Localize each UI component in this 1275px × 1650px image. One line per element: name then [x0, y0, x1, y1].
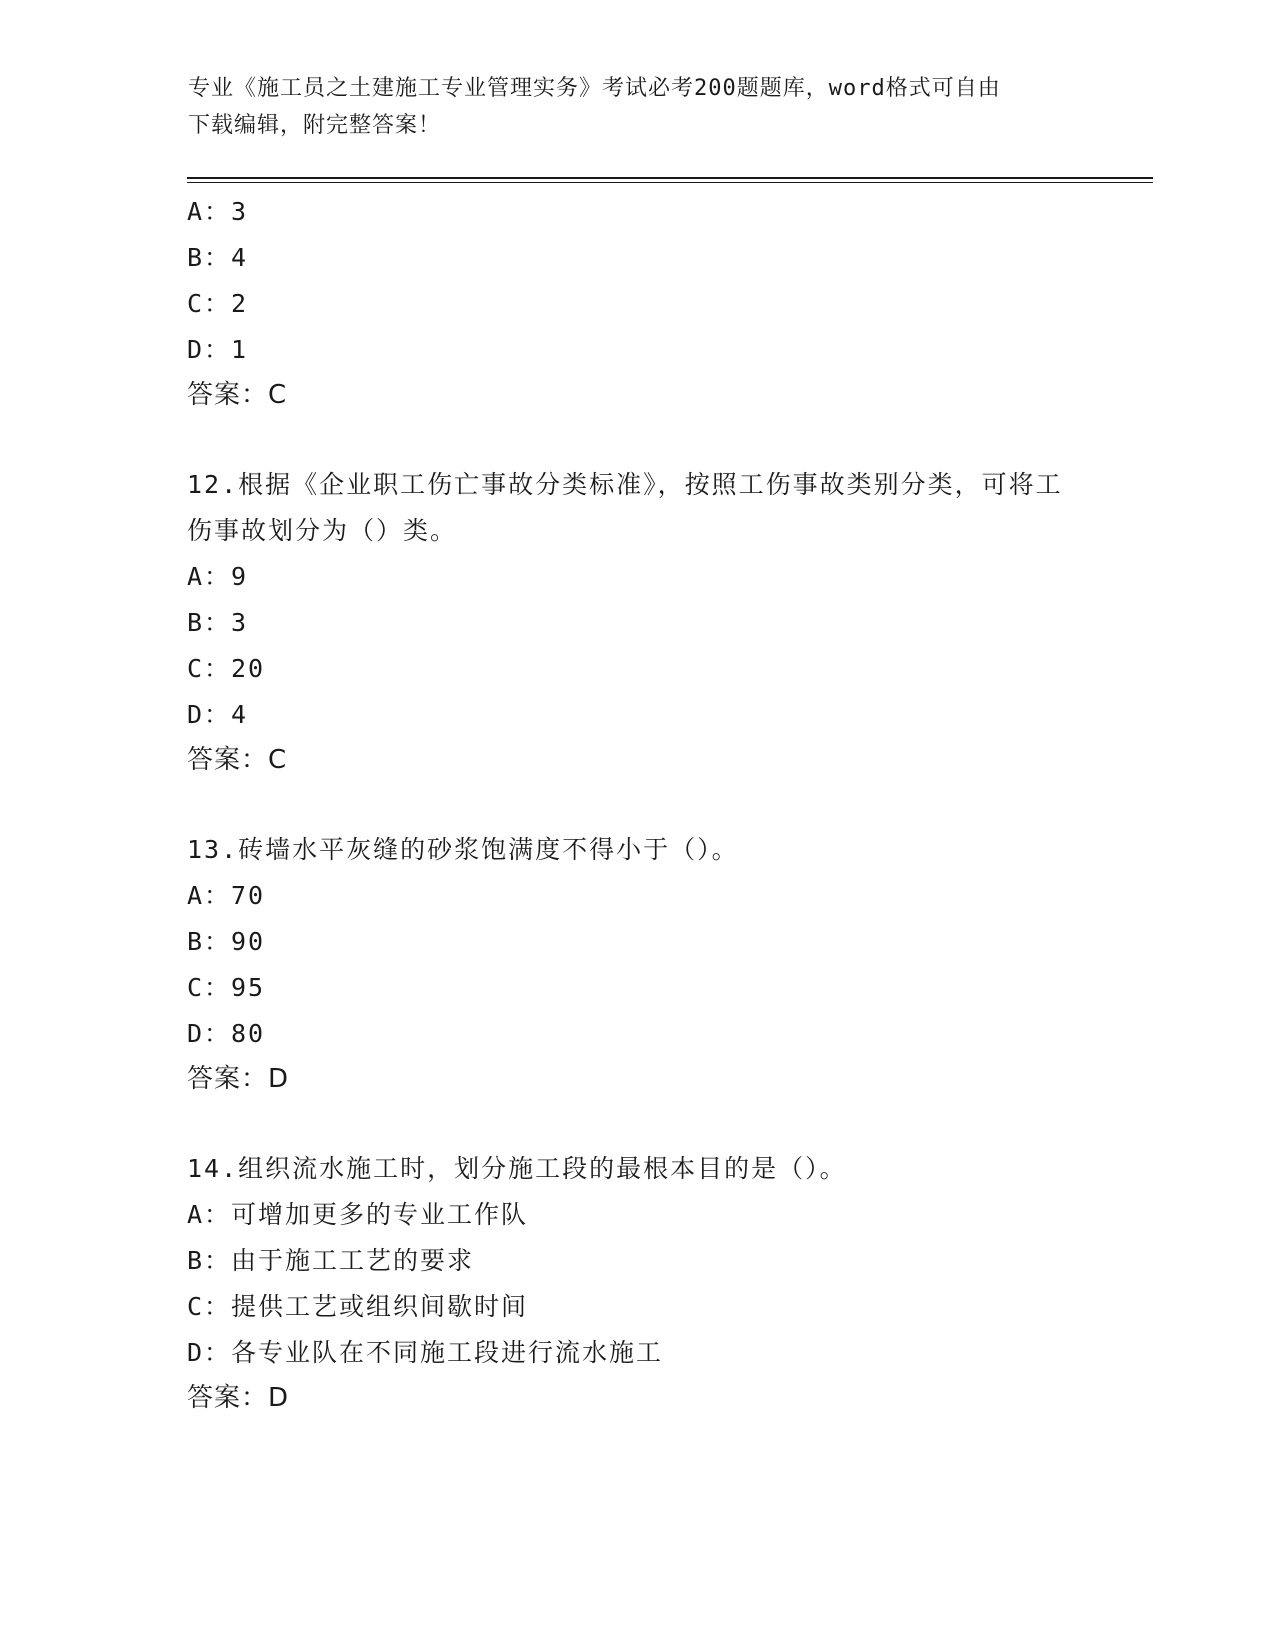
- option-label: A：: [187, 562, 232, 591]
- option-label: B：: [187, 608, 232, 637]
- option-label: C：: [187, 973, 232, 1002]
- option-text: 3: [231, 197, 249, 226]
- answer-line: 答案：D: [187, 1383, 290, 1413]
- option-text: 由于施工工艺的要求: [231, 1246, 475, 1275]
- option-c: [187, 965, 1087, 1011]
- option-text: 90: [231, 927, 266, 956]
- option-d: [187, 1330, 1087, 1376]
- question-list: [187, 189, 1087, 1420]
- option-label: C：: [187, 1292, 232, 1321]
- option-text: 20: [231, 654, 266, 683]
- option-c: [187, 281, 1087, 327]
- header-rule-thin: [187, 182, 1153, 183]
- header-line-1: 专业《施工员之土建施工专业管理实务》考试必考200题题库，word格式可自由: [188, 76, 1001, 101]
- option-d: [187, 327, 1087, 373]
- question-12: [187, 462, 1087, 782]
- question-11-continued: [187, 189, 1087, 417]
- answer-line: 答案：D: [187, 1064, 290, 1094]
- option-label: A：: [187, 197, 232, 226]
- option-b: [187, 235, 1087, 281]
- option-a: [187, 554, 1087, 600]
- option-d: [187, 1011, 1087, 1057]
- option-d: [187, 692, 1087, 738]
- option-a: [187, 873, 1087, 919]
- option-text: 80: [231, 1019, 266, 1048]
- option-label: D：: [187, 700, 232, 729]
- answer-line: 答案：C: [187, 745, 288, 775]
- option-text: 2: [231, 289, 249, 318]
- document-header: [188, 70, 1068, 144]
- option-text: 1: [231, 335, 249, 364]
- option-label: D：: [187, 1338, 232, 1367]
- option-text: 9: [231, 562, 249, 591]
- option-b: [187, 919, 1087, 965]
- option-text: 各专业队在不同施工段进行流水施工: [231, 1338, 664, 1367]
- option-label: C：: [187, 289, 232, 318]
- option-label: B：: [187, 1246, 232, 1275]
- option-text: 可增加更多的专业工作队: [231, 1200, 529, 1229]
- option-a: [187, 1192, 1087, 1238]
- question-14: [187, 1146, 1087, 1420]
- option-b: [187, 1238, 1087, 1284]
- option-label: D：: [187, 335, 232, 364]
- option-c: [187, 646, 1087, 692]
- option-text: 4: [231, 243, 249, 272]
- question-stem: 14.组织流水施工时，划分施工段的最根本目的是（）。: [187, 1154, 847, 1183]
- option-c: [187, 1284, 1087, 1330]
- option-text: 70: [231, 881, 266, 910]
- option-label: C：: [187, 654, 232, 683]
- question-stem: 12.根据《企业职工伤亡事故分类标准》，按照工伤事故类别分类，可将工伤事故划分为（）类。: [187, 470, 1063, 545]
- option-label: B：: [187, 927, 232, 956]
- option-text: 提供工艺或组织间歇时间: [231, 1292, 529, 1321]
- answer-line: 答案：C: [187, 380, 288, 410]
- question-stem: 13.砖墙水平灰缝的砂浆饱满度不得小于（）。: [187, 835, 739, 864]
- question-13: [187, 827, 1087, 1101]
- option-label: A：: [187, 881, 232, 910]
- option-b: [187, 600, 1087, 646]
- option-text: 95: [231, 973, 266, 1002]
- option-a: [187, 189, 1087, 235]
- option-text: 4: [231, 700, 249, 729]
- header-line-2: 下载编辑，附完整答案！: [188, 113, 442, 138]
- option-label: A：: [187, 1200, 232, 1229]
- option-text: 3: [231, 608, 249, 637]
- header-rule-thick: [187, 177, 1153, 179]
- option-label: B：: [187, 243, 232, 272]
- option-label: D：: [187, 1019, 232, 1048]
